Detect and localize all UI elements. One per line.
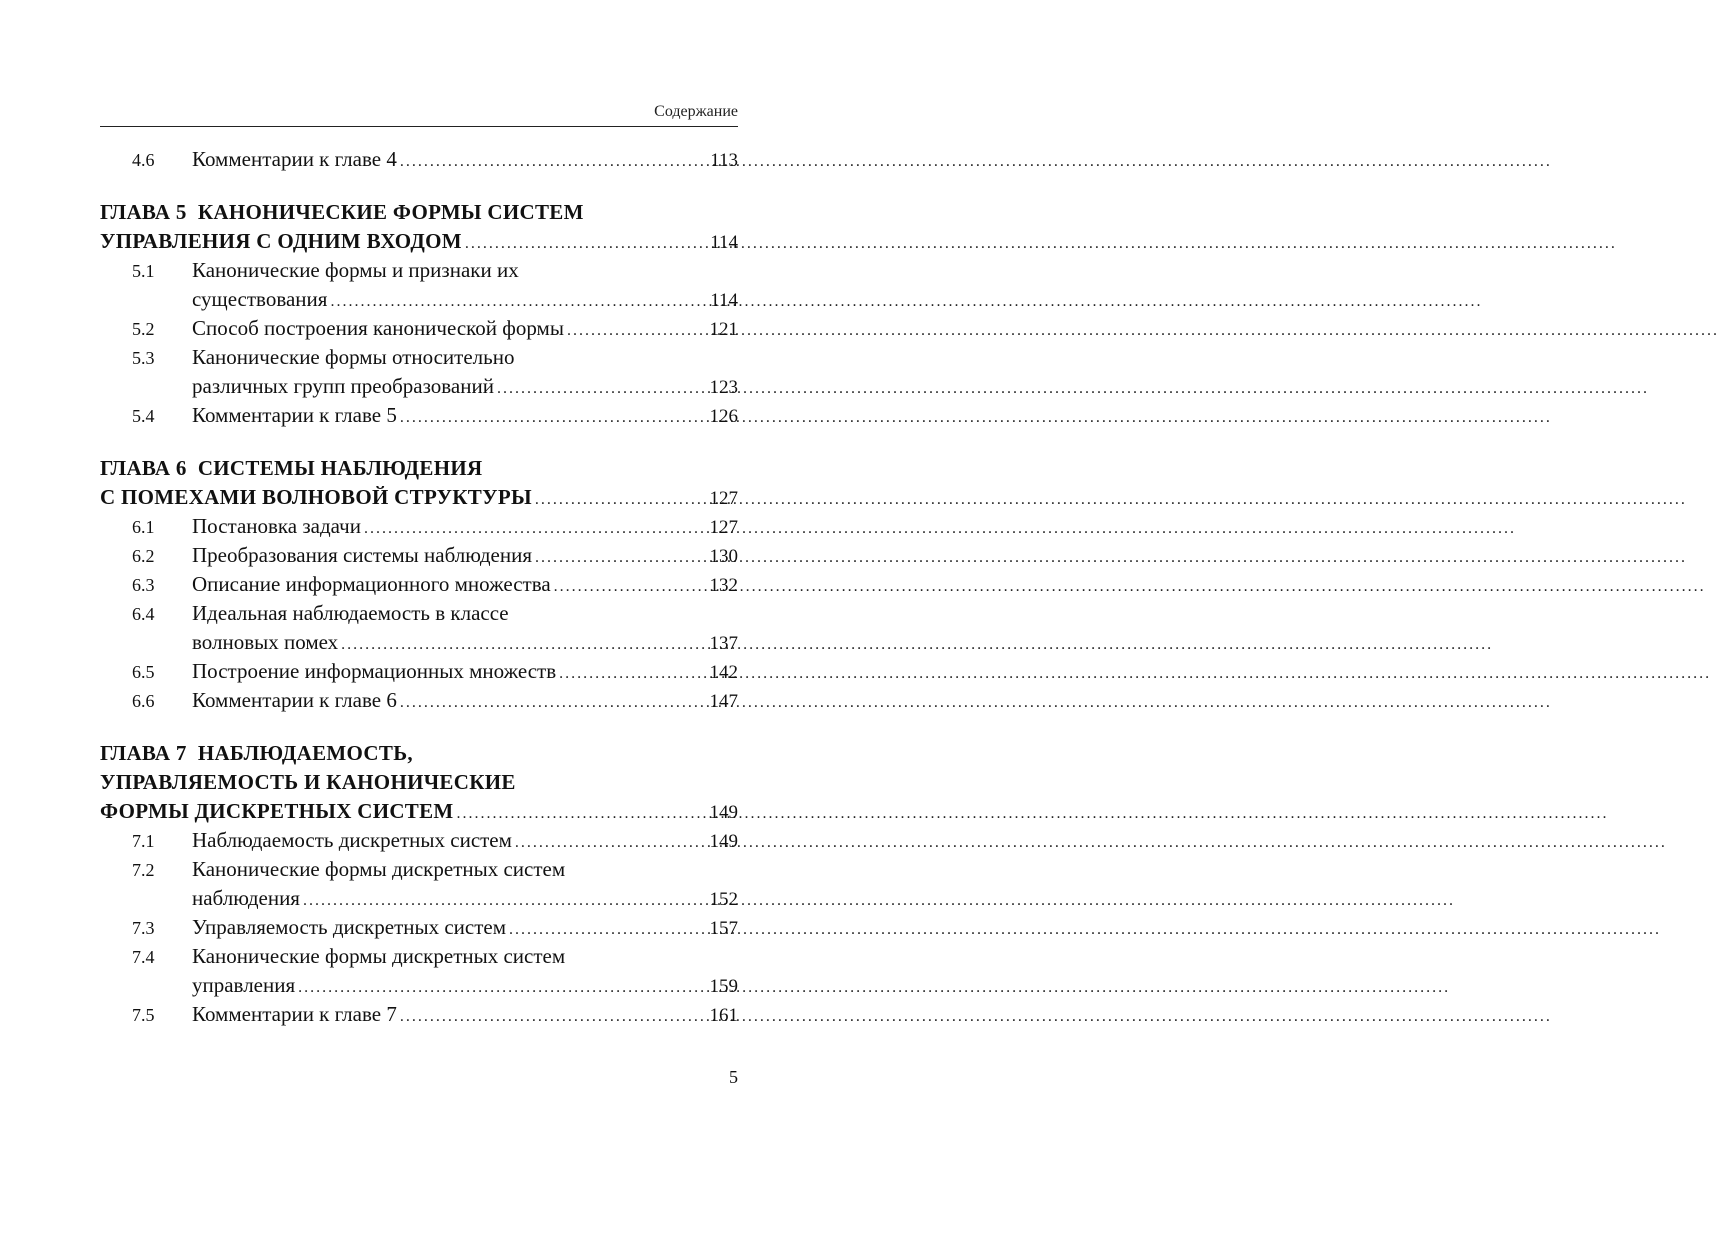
chapter-title [100, 768, 516, 797]
dot-leader [298, 973, 694, 1002]
chapter-page-number: 127 [709, 488, 738, 509]
section-title: существования [192, 287, 328, 311]
section-number: 6.6 [132, 691, 155, 711]
chapter-label: ГЛАВА 6 [100, 456, 187, 480]
toc-entry-5-2 [100, 314, 738, 343]
section-page-number: 127 [709, 517, 738, 538]
toc-entry-7-2 [100, 855, 738, 884]
chapter-title-text: УПРАВЛЕНИЯ С ОДНИМ ВХОДОМ [100, 229, 462, 253]
running-head: Содержание [654, 103, 738, 120]
dot-leader [303, 886, 694, 915]
toc-entry-7-4 [100, 942, 738, 971]
section-number: 6.1 [132, 517, 155, 537]
dot-leader [509, 915, 694, 944]
section-title: Канонические формы относительно [192, 345, 515, 369]
section-page-number: 130 [709, 546, 738, 567]
section-title: волновых помех [192, 630, 339, 654]
dot-leader [400, 403, 694, 432]
chapter-heading-line [100, 198, 738, 227]
chapter-heading-line [100, 227, 738, 256]
chapter-title-text: ФОРМЫ ДИСКРЕТНЫХ СИСТЕМ [100, 799, 454, 823]
chapter-title [100, 797, 454, 826]
section-number: 7.1 [132, 831, 155, 851]
section-title: Преобразования системы наблюдения [192, 543, 532, 567]
chapter-title-text: СИСТЕМЫ НАБЛЮДЕНИЯ [197, 456, 483, 480]
section-page-number: 149 [709, 831, 738, 852]
section-title: Наблюдаемость дискретных систем [192, 828, 512, 852]
toc-entry-6-3 [100, 570, 738, 599]
section-number: 6.5 [132, 662, 155, 682]
chapter-title [100, 227, 462, 256]
dot-leader [535, 543, 694, 572]
chapter-spacer [100, 430, 738, 454]
dot-leader [364, 514, 694, 543]
dot-leader [559, 659, 694, 688]
chapter-title-text: УПРАВЛЯЕМОСТЬ И КАНОНИЧЕСКИЕ [100, 770, 516, 794]
toc-entry-7-4-cont [100, 971, 738, 1000]
page-number: 5 [729, 1067, 738, 1087]
chapter-heading-line [100, 739, 738, 768]
section-title: Канонические формы дискретных систем [192, 944, 566, 968]
dot-leader [497, 374, 694, 403]
toc-entry-5-1-cont [100, 285, 738, 314]
dot-leader [341, 630, 694, 659]
section-title: Постановка задачи [192, 514, 361, 538]
toc-entry-5-4 [100, 401, 738, 430]
section-number: 5.2 [132, 319, 155, 339]
toc-entry-5-3-cont [100, 372, 738, 401]
header-rule [100, 126, 738, 127]
chapter-title [100, 739, 413, 768]
chapter-heading-line [100, 483, 738, 512]
toc-entry-4-6 [100, 145, 738, 174]
toc-entry-7-3 [100, 913, 738, 942]
chapter-label: ГЛАВА 5 [100, 200, 187, 224]
section-title: Описание информационного множества [192, 572, 551, 596]
dot-leader [515, 828, 694, 857]
section-number: 5.3 [132, 348, 155, 368]
dot-leader [567, 316, 694, 345]
section-number: 7.3 [132, 918, 155, 938]
section-title: Комментарии к главе 7 [192, 1002, 397, 1026]
toc-entry-6-5 [100, 657, 738, 686]
section-title: Способ построения канонической формы [192, 316, 564, 340]
chapter-spacer [100, 174, 738, 198]
chapter-title-text: С ПОМЕХАМИ ВОЛНОВОЙ СТРУКТУРЫ [100, 485, 532, 509]
section-title: Канонические формы и признаки их [192, 258, 519, 282]
chapter-heading-line [100, 454, 738, 483]
section-page-number: 152 [709, 889, 738, 910]
chapter-label: ГЛАВА 7 [100, 741, 187, 765]
section-title: Комментарии к главе 4 [192, 147, 397, 171]
toc-entry-5-1 [100, 256, 738, 285]
toc-entry-7-1 [100, 826, 738, 855]
section-number: 6.4 [132, 604, 155, 624]
table-of-contents [100, 145, 738, 1029]
section-title: управления [192, 973, 296, 997]
section-page-number: 159 [709, 976, 738, 997]
section-title: различных групп преобразований [192, 374, 494, 398]
toc-entry-7-2-cont [100, 884, 738, 913]
chapter-page-number: 149 [709, 802, 738, 823]
chapter-page-number: 114 [710, 232, 738, 253]
section-title: Комментарии к главе 5 [192, 403, 397, 427]
chapter-title-text: КАНОНИЧЕСКИЕ ФОРМЫ СИСТЕМ [197, 200, 584, 224]
chapter-title [100, 483, 532, 512]
toc-entry-6-4 [100, 599, 738, 628]
section-page-number: 113 [710, 150, 738, 171]
section-title: Построение информационных множеств [192, 659, 557, 683]
section-number: 7.2 [132, 860, 155, 880]
dot-leader [535, 485, 694, 514]
section-title: Управляемость дискретных систем [192, 915, 507, 939]
section-title: Комментарии к главе 6 [192, 688, 397, 712]
section-page-number: 147 [709, 691, 738, 712]
section-page-number: 132 [709, 575, 738, 596]
chapter-spacer [100, 715, 738, 739]
section-number: 7.5 [132, 1005, 155, 1025]
section-number: 4.6 [132, 150, 155, 170]
section-title: Канонические формы дискретных систем [192, 857, 566, 881]
section-title: Идеальная наблюдаемость в классе [192, 601, 509, 625]
dot-leader [400, 147, 694, 176]
section-page-number: 114 [710, 290, 738, 311]
section-number: 6.3 [132, 575, 155, 595]
dot-leader [330, 287, 694, 316]
section-number: 6.2 [132, 546, 155, 566]
section-page-number: 121 [709, 319, 738, 340]
toc-entry-7-5 [100, 1000, 738, 1029]
chapter-heading-line [100, 797, 738, 826]
section-page-number: 142 [709, 662, 738, 683]
chapter-heading-line [100, 768, 738, 797]
section-page-number: 126 [709, 406, 738, 427]
toc-entry-6-1 [100, 512, 738, 541]
section-page-number: 157 [709, 918, 738, 939]
section-number: 5.1 [132, 261, 155, 281]
chapter-title [100, 198, 584, 227]
chapter-title-text: НАБЛЮДАЕМОСТЬ, [197, 741, 413, 765]
dot-leader [554, 572, 694, 601]
toc-entry-5-3 [100, 343, 738, 372]
section-page-number: 123 [709, 377, 738, 398]
toc-entry-6-2 [100, 541, 738, 570]
section-page-number: 137 [709, 633, 738, 654]
section-number: 7.4 [132, 947, 155, 967]
toc-entry-6-4-cont [100, 628, 738, 657]
section-page-number: 161 [709, 1005, 738, 1026]
dot-leader [457, 799, 694, 828]
toc-entry-6-6 [100, 686, 738, 715]
chapter-title [100, 454, 482, 483]
dot-leader [400, 1002, 694, 1031]
section-number: 5.4 [132, 406, 155, 426]
dot-leader [465, 229, 694, 258]
dot-leader [400, 688, 694, 717]
section-title: наблюдения [192, 886, 300, 910]
